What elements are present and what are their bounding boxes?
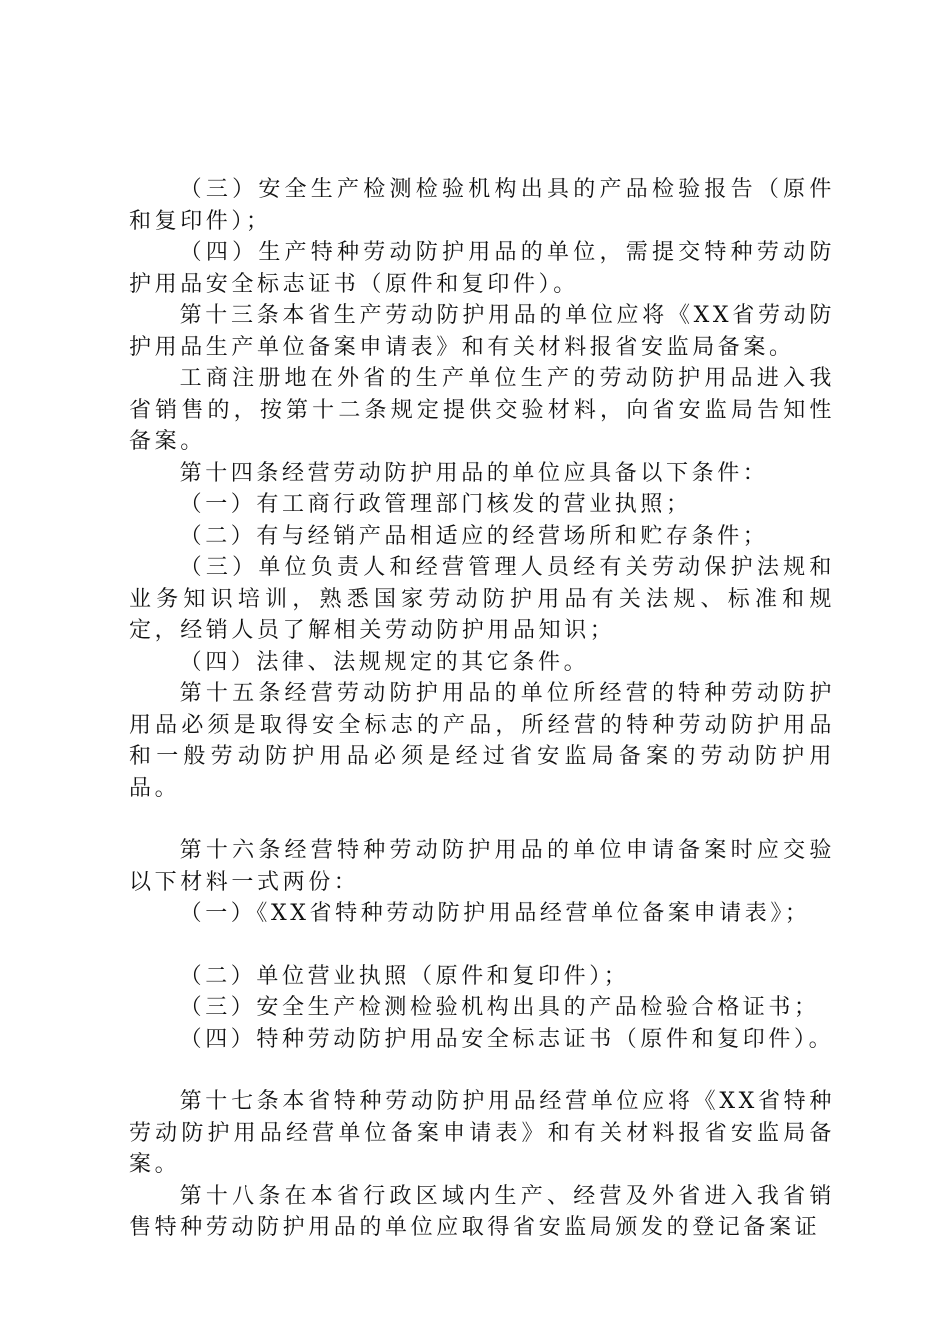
- paragraph-article-14: 第十四条经营劳动防护用品的单位应具备以下条件：: [179, 460, 769, 486]
- paragraph-material-4: （四）特种劳动防护用品安全标志证书（原件和复印件）。: [179, 1026, 835, 1052]
- paragraph-spacer: [129, 930, 835, 961]
- paragraph-condition-3: （三）单位负责人和经营管理人员经有关劳动保护法规和业务知识培训，熟悉国家劳动防护用品有关法规、标准和规定，经销人员了解相关劳动防护用品知识；: [129, 555, 835, 643]
- paragraph-out-of-province-filing: 工商注册地在外省的生产单位生产的劳动防护用品进入我省销售的，按第十二条规定提供交验材料，向省安监局告知性备案。: [129, 366, 835, 454]
- paragraph-condition-1: （一）有工商行政管理部门核发的营业执照；: [179, 492, 692, 517]
- paragraph-article-15: 第十五条经营劳动防护用品的单位所经营的特种劳动防护用品必须是取得安全标志的产品，所经营的特种劳动防护用品和一般劳动防护用品必须是经过省安监局备案的劳动防护用品。: [129, 681, 835, 801]
- paragraph-spacer: [129, 804, 835, 835]
- paragraph-item-3-inspection-report: （三）安全生产检测检验机构出具的产品检验报告（原件和复印件）；: [129, 177, 835, 234]
- paragraph-material-1: （一）《XX省特种劳动防护用品经营单位备案申请表》；: [179, 901, 811, 926]
- paragraph-material-3: （三）安全生产检测检验机构出具的产品检验合格证书；: [179, 995, 820, 1020]
- paragraph-article-18: 第十八条在本省行政区域内生产、经营及外省进入我省销售特种劳动防护用品的单位应取得省安监局颁发的登记备案证: [129, 1183, 835, 1240]
- paragraph-article-16: 第十六条经营特种劳动防护用品的单位申请备案时应交验以下材料一式两份：: [129, 838, 835, 895]
- paragraph-article-13: 第十三条本省生产劳动防护用品的单位应将《XX省劳动防护用品生产单位备案申请表》和有关材料报省安监局备案。: [129, 303, 835, 360]
- paragraph-condition-2: （二）有与经销产品相适应的经营场所和贮存条件；: [179, 523, 769, 549]
- paragraph-condition-4: （四）法律、法规规定的其它条件。: [179, 649, 590, 675]
- paragraph-article-17: 第十七条本省特种劳动防护用品经营单位应将《XX省特种劳动防护用品经营单位备案申请表》和有关材料报省安监局备案。: [129, 1089, 835, 1177]
- document-body: [129, 174, 835, 1244]
- paragraph-spacer: [129, 1055, 835, 1086]
- paragraph-item-4-safety-certificate: （四）生产特种劳动防护用品的单位，需提交特种劳动防护用品安全标志证书（原件和复印件）。: [129, 240, 835, 297]
- paragraph-material-2: （二）单位营业执照（原件和复印件）；: [179, 963, 630, 989]
